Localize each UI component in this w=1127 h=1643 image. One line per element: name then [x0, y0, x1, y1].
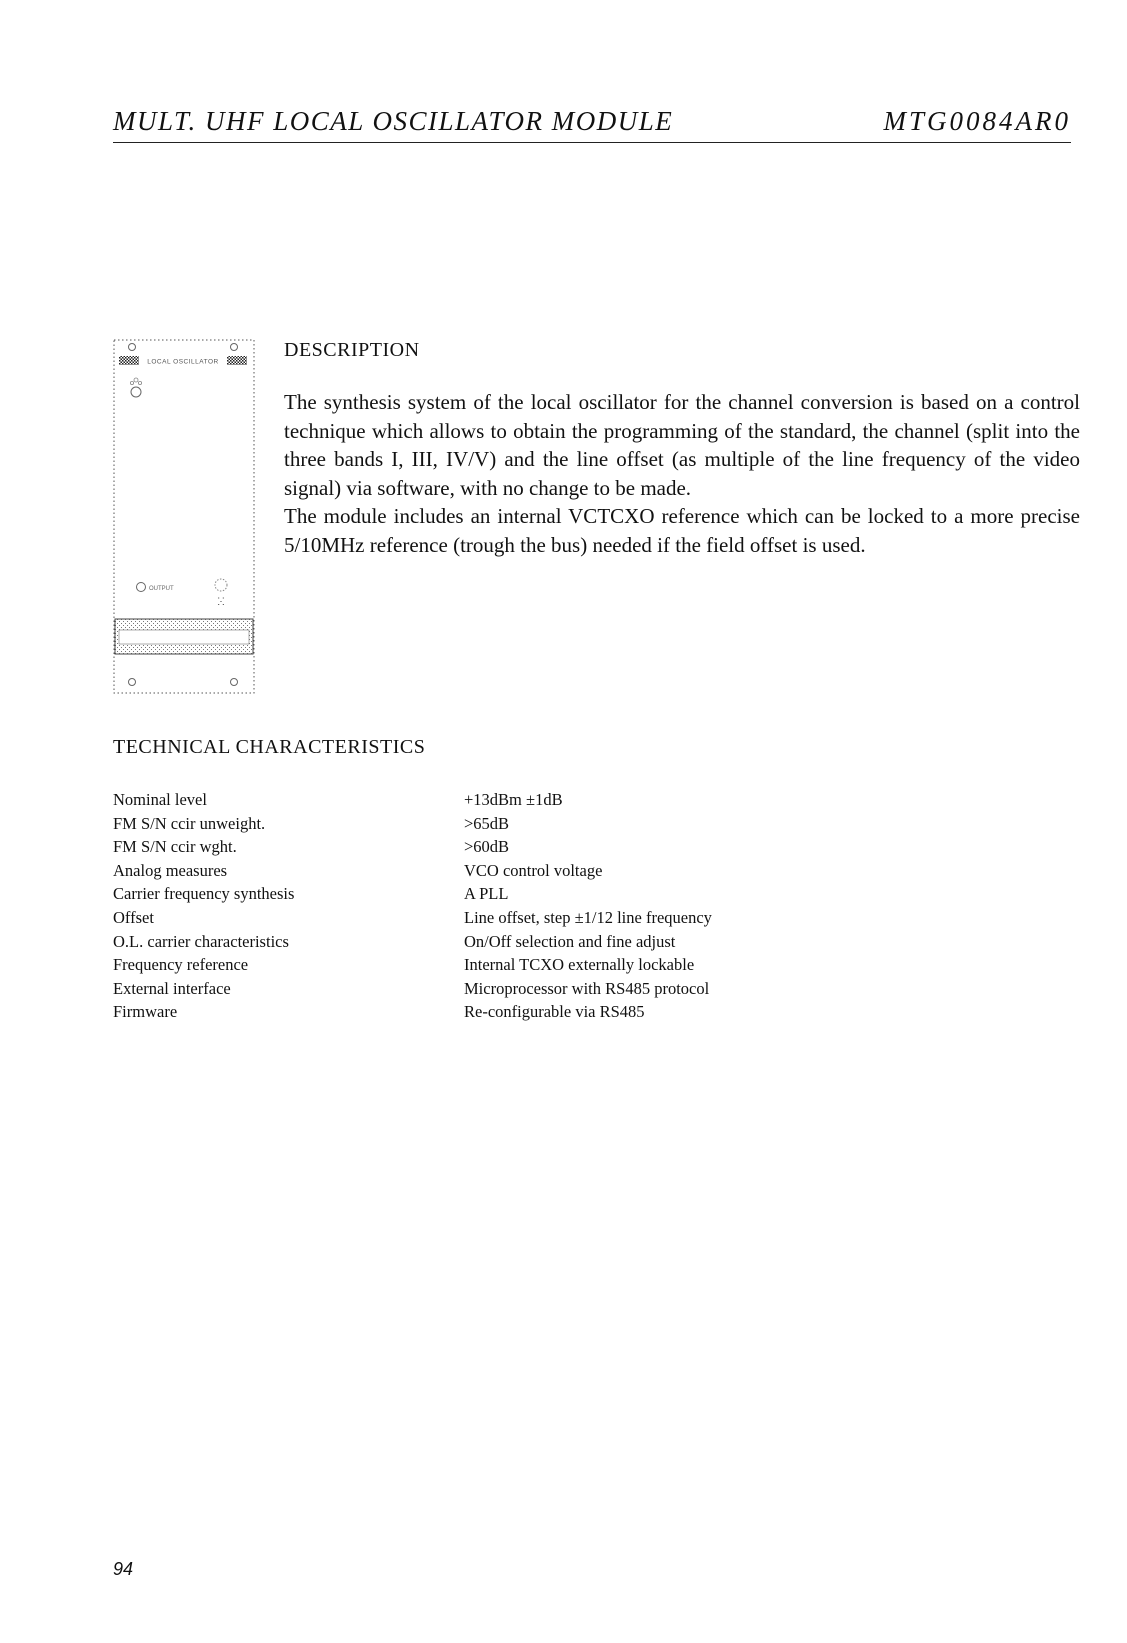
page-number: 94 — [113, 1559, 134, 1579]
spec-label: Frequency reference — [113, 955, 249, 975]
spec-row — [113, 882, 813, 906]
spec-value: On/Off selection and fine adjust — [464, 931, 676, 951]
spec-label: External interface — [113, 978, 231, 998]
spec-row — [113, 859, 813, 883]
bottom-right-screw-icon — [231, 679, 238, 686]
spec-value: +13dBm ±1dB — [464, 790, 563, 809]
led-cluster-icon: ⵘ — [217, 597, 225, 608]
technical-characteristics-heading: TECHNICAL CHARACTERISTICS — [113, 736, 426, 758]
spec-label: FM S/N ccir unweight. — [113, 813, 266, 833]
top-right-screw-icon — [231, 344, 238, 351]
spec-row — [113, 953, 813, 977]
description-paragraph: The module includes an internal VCTCXO reference which can be locked to a more precise 5/10MHz reference (trough the bus) needed if the field offset is used. — [284, 504, 1080, 557]
spec-label: Nominal level — [113, 790, 207, 809]
module-front-panel-illustration — [113, 339, 255, 694]
spec-row — [113, 788, 813, 812]
status-led-icon — [130, 381, 133, 384]
status-led-icon — [134, 378, 138, 382]
spec-value: Line offset, step ±1/12 line frequency — [464, 907, 712, 927]
top-left-screw-icon — [129, 344, 136, 351]
spec-row — [113, 835, 813, 859]
description-paragraph: The synthesis system of the local oscillator for the channel conversion is based on a control technique which allows to obtain the programming of the standard, the channel (split into the three bands I, III, IV/V) and the line offset (as multiple of the line frequency of the video signal) via software, with no change to be made. — [284, 390, 1080, 500]
spec-label: Offset — [113, 907, 154, 927]
description-heading: DESCRIPTION — [284, 339, 420, 361]
spec-label: FM S/N ccir wght. — [113, 837, 237, 857]
bottom-left-screw-icon — [129, 679, 136, 686]
spec-row — [113, 977, 813, 1001]
module-label: LOCAL OSCILLATOR — [147, 358, 219, 366]
document-title: MULT. UHF LOCAL OSCILLATOR MODULE — [113, 106, 674, 136]
adjust-knob-icon — [215, 579, 227, 591]
spec-label: Firmware — [113, 1002, 178, 1022]
spec-label: Analog measures — [113, 860, 228, 880]
spec-row — [113, 906, 813, 930]
spec-row — [113, 930, 813, 954]
spec-label: Carrier frequency synthesis — [113, 884, 295, 904]
label-band-left — [119, 356, 139, 365]
output-label: OUTPUT — [149, 586, 174, 592]
spec-value: Re-configurable via RS485 — [464, 1002, 645, 1022]
page-header — [113, 106, 1071, 143]
spec-row — [113, 812, 813, 836]
handle-grip-inner — [119, 630, 249, 644]
spec-value: Microprocessor with RS485 protocol — [464, 978, 710, 998]
spec-value: VCO control voltage — [464, 860, 603, 880]
spec-value: >60dB — [464, 837, 510, 857]
status-led-icon — [138, 381, 141, 384]
spec-value: >65dB — [464, 813, 510, 833]
model-code: MTG0084AR0 — [883, 106, 1071, 136]
spec-value: Internal TCXO externally lockable — [464, 955, 695, 975]
spec-row — [113, 1000, 813, 1024]
label-band-right — [227, 356, 247, 365]
output-connector-icon — [137, 583, 146, 592]
adjust-trimmer-icon — [131, 387, 141, 397]
spec-value: A PLL — [464, 884, 509, 904]
description-body — [284, 388, 1080, 559]
technical-characteristics-table — [113, 788, 813, 1024]
spec-label: O.L. carrier characteristics — [113, 931, 289, 951]
